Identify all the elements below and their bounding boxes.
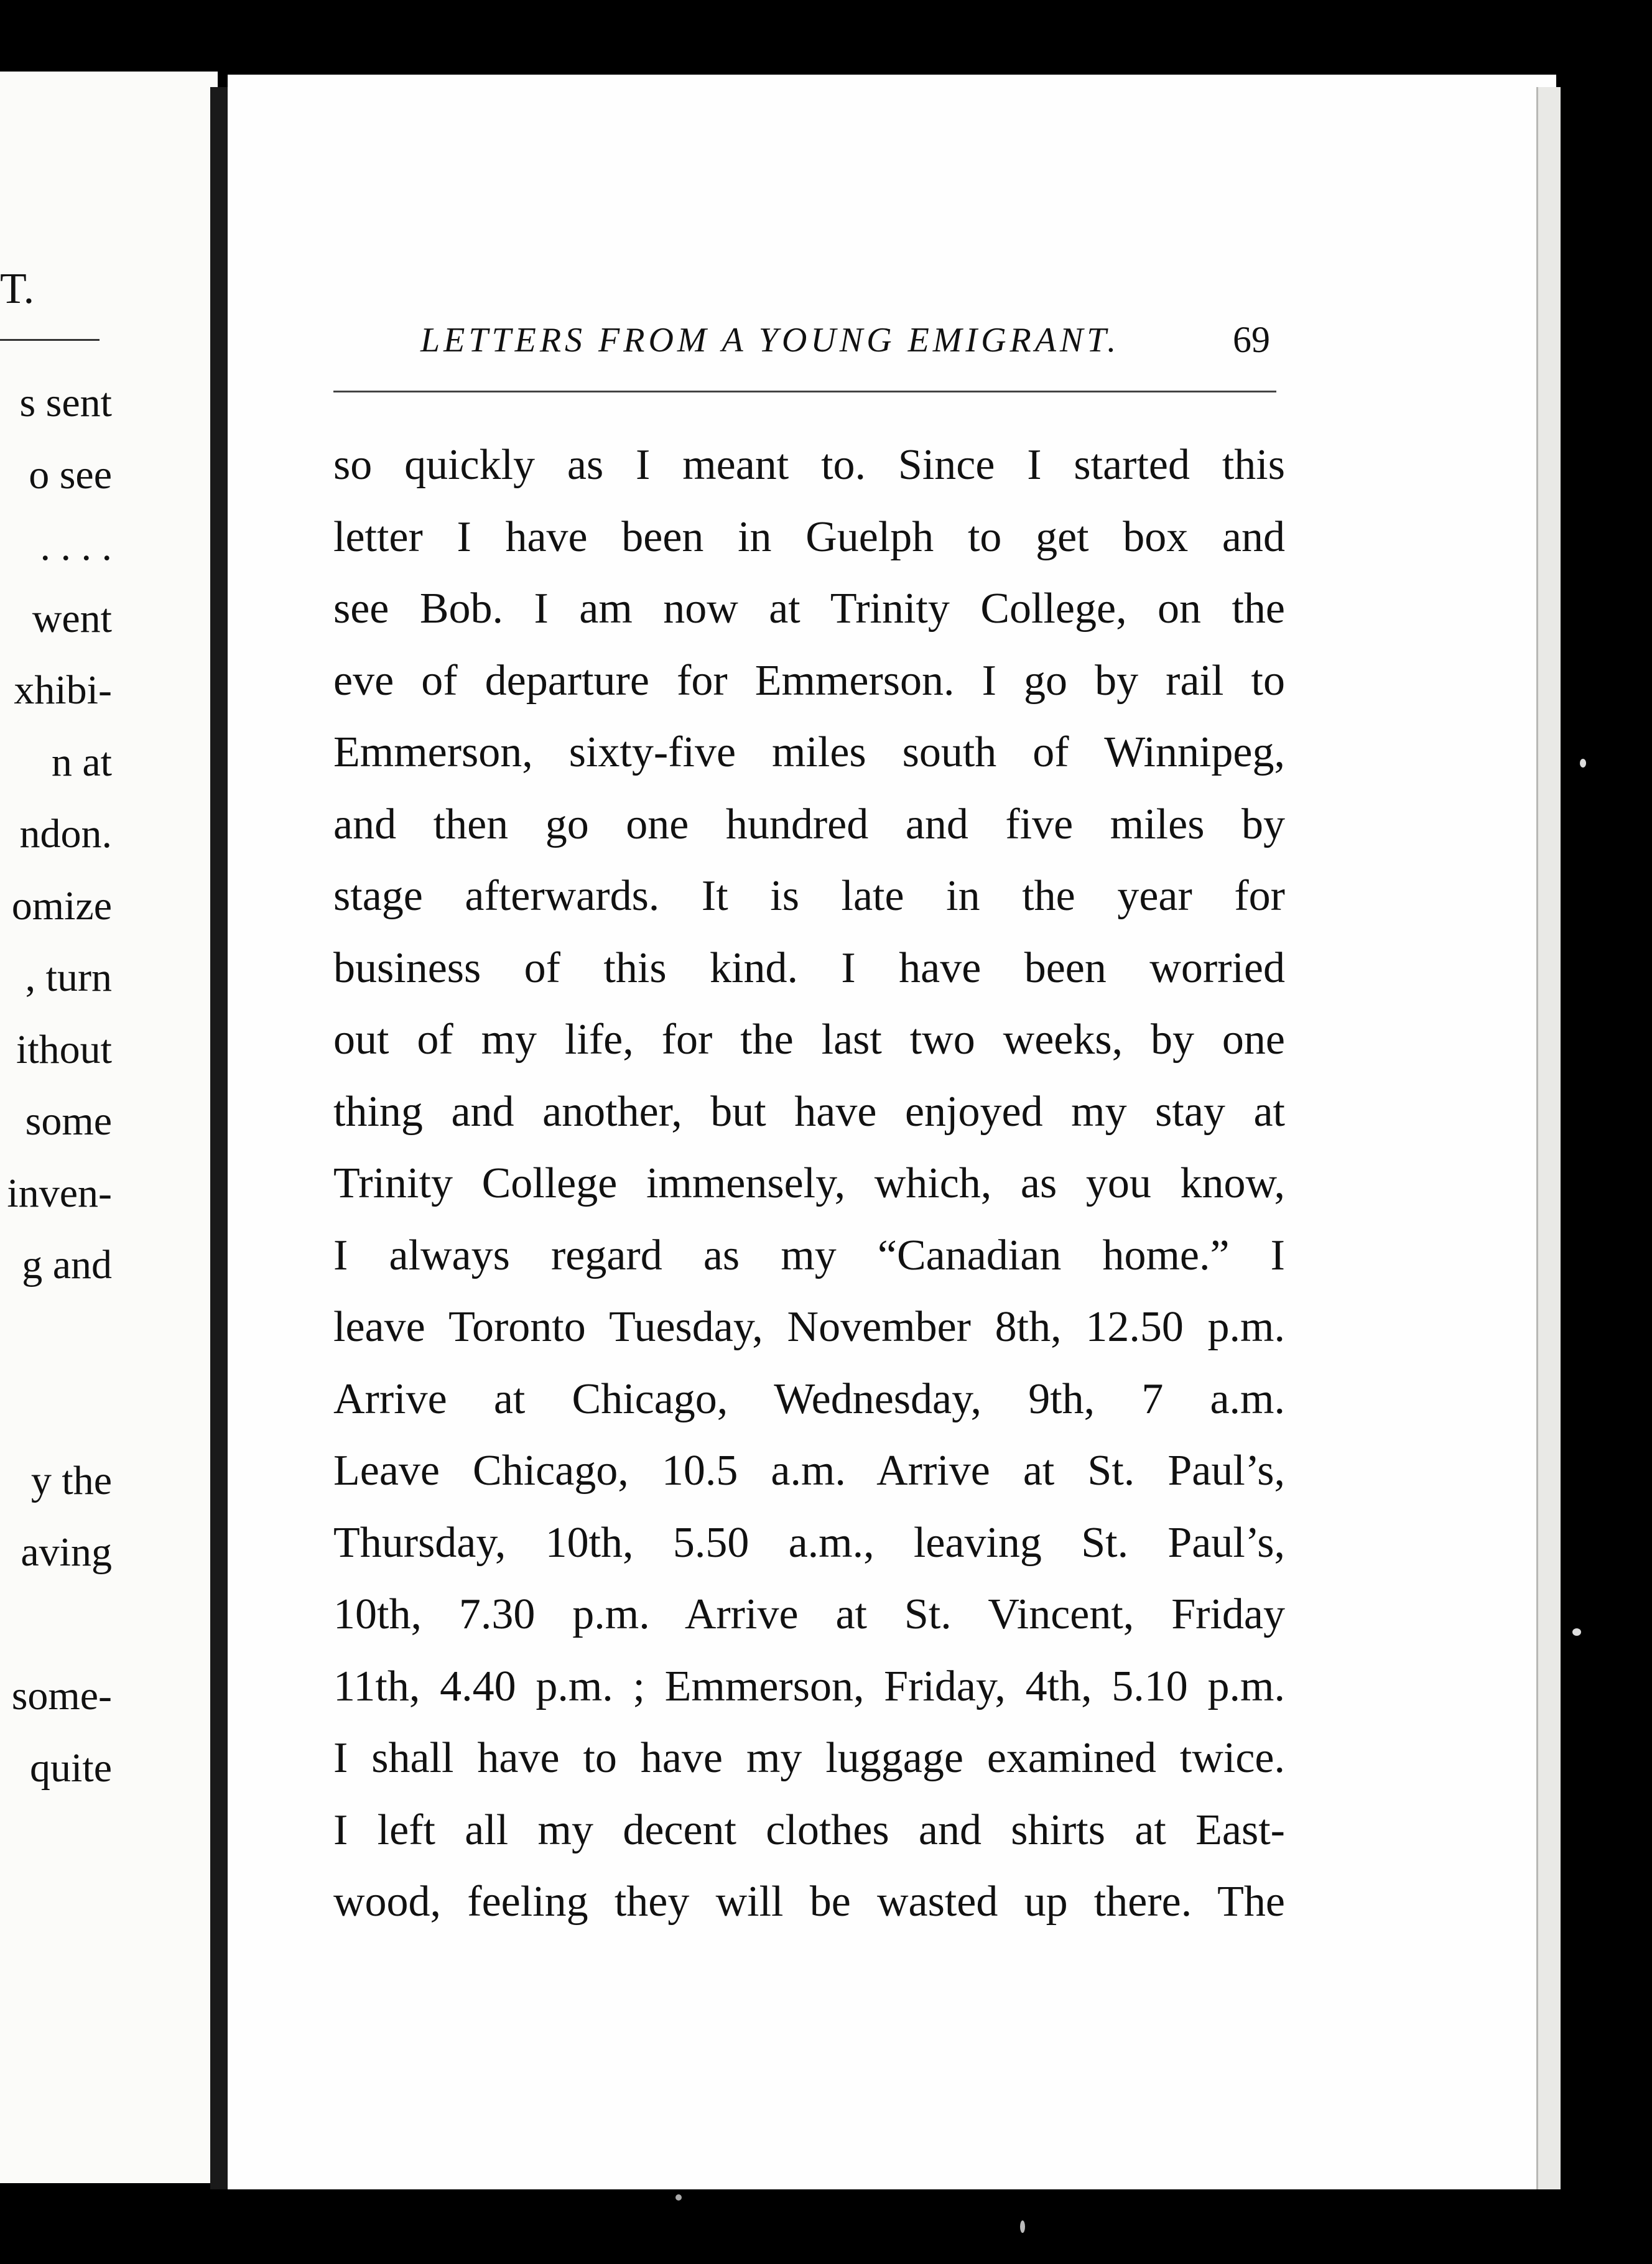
scan-speck [675,2194,682,2201]
left-page-header-rule [0,339,100,341]
text-line: so quickly as I meant to. Since I started this [333,441,1285,489]
page-edge [1536,87,1561,2189]
left-page-fragment [0,72,218,2183]
left-page-line-fragment: s sent [19,380,112,425]
left-page-line-fragment: xhibi- [14,667,112,713]
left-page-line-fragment: went [32,595,112,641]
text-line: Trinity College immensely, which, as you know, [333,1159,1285,1207]
text-line: Arrive at Chicago, Wednesday, 9th, 7 a.m. [333,1375,1285,1423]
left-page-line-fragment: g and [22,1242,112,1287]
scan-speck [1572,1628,1581,1636]
text-line: 10th, 7.30 p.m. Arrive at St. Vincent, Friday [333,1590,1285,1638]
left-page-line-fragment: y the [30,1457,112,1503]
text-line: business of this kind. I have been worried [333,944,1285,992]
text-line: out of my life, for the last two weeks, by one [333,1016,1285,1064]
left-page-line-fragment: some- [11,1673,112,1719]
left-page-line-fragment: , turn [25,955,112,1000]
text-line: Leave Chicago, 10.5 a.m. Arrive at St. Paul’s, [333,1447,1285,1495]
left-page-header-fragment: T. [0,265,35,313]
text-line: Emmerson, sixty-five miles south of Winnipeg, [333,728,1285,776]
text-line: thing and another, but have enjoyed my stay at [333,1087,1285,1136]
left-page-line-fragment: aving [21,1529,112,1575]
running-title: LETTERS FROM A YOUNG EMIGRANT. [420,321,1120,360]
book-gutter [210,87,228,2189]
text-line: letter I have been in Guelph to get box and [333,513,1285,561]
text-line: see Bob. I am now at Trinity College, on the [333,585,1285,633]
left-page-line-fragment: ithout [16,1026,112,1072]
text-line: wood, feeling they will be wasted up there. The [333,1878,1285,1926]
text-line: and then go one hundred and five miles by [333,800,1285,848]
text-line: I always regard as my “Canadian home.” I [333,1231,1285,1279]
left-page-line-fragment: ndon. [19,811,112,856]
left-page-line-fragment: some [25,1098,112,1144]
header-rule [333,391,1276,392]
scan-speck [1020,2220,1025,2233]
scan-speck [1580,759,1586,768]
text-line: I left all my decent clothes and shirts at East- [333,1806,1285,1854]
left-page-line-fragment: . . . . [40,524,112,569]
text-line: Thursday, 10th, 5.50 a.m., leaving St. Paul’s, [333,1518,1285,1567]
left-page-line-fragment: omize [11,883,112,929]
text-line: leave Toronto Tuesday, November 8th, 12.50 p.m. [333,1303,1285,1351]
text-line: stage afterwards. It is late in the year for [333,872,1285,920]
left-page-line-fragment: n at [51,739,112,785]
text-line: 11th, 4.40 p.m. ; Emmerson, Friday, 4th, 5.10 p.m. [333,1662,1285,1710]
text-line: I shall have to have my luggage examined twice. [333,1734,1285,1782]
left-page-line-fragment: quite [30,1745,112,1791]
body-text [333,429,1285,1938]
left-page-line-fragment: o see [29,452,112,498]
text-line: eve of departure for Emmerson. I go by rail to [333,656,1285,705]
page-number: 69 [1233,319,1270,360]
left-page-line-fragment: inven- [7,1170,112,1216]
